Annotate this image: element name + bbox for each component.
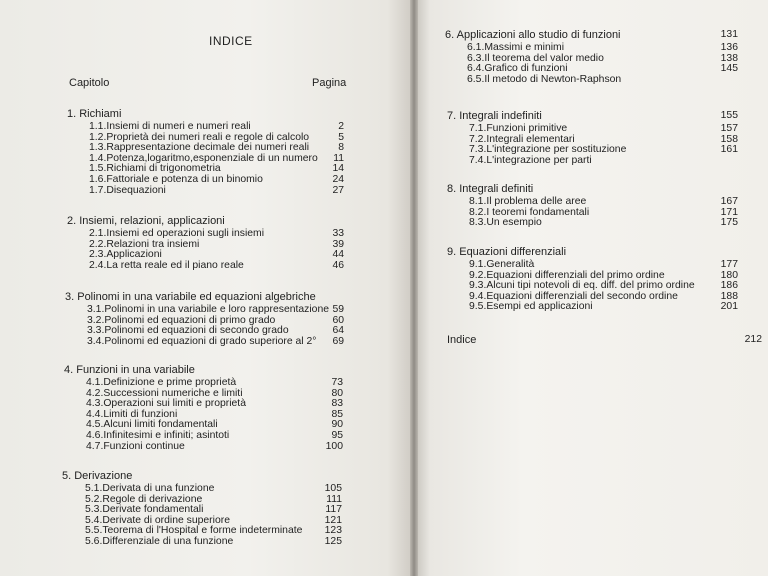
index-title: INDICE (209, 34, 253, 48)
toc-entry: 1.6.Fattoriale e potenza di un binomio 24 (89, 173, 344, 185)
chapter-2 (67, 215, 344, 271)
chapter-title: 9. Equazioni differenziali (447, 246, 567, 258)
toc-entry: 8.1.Il problema delle aree 167 (469, 196, 738, 207)
toc-entry: 7.3.L'integrazione per sostituzione 161 (469, 144, 738, 156)
chapter-1 (67, 108, 344, 196)
toc-entry: 3.3.Polinomi ed equazioni di secondo grado 64 (87, 325, 344, 337)
toc-entry: 2.3.Applicazioni 44 (89, 249, 344, 261)
toc-entry: 1.2.Proprietà dei numeri reali e regole di calcolo 5 (89, 131, 344, 143)
toc-entry: 5.6.Differenziale di una funzione 125 (85, 535, 342, 547)
toc-entry: 2.4.La retta reale ed il piano reale 46 (89, 259, 344, 271)
toc-entry: 8.2.I teoremi fondamentali 171 (469, 206, 738, 218)
chapter-title: 3. Polinomi in una variabile ed equazioni algebriche (65, 291, 316, 303)
toc-entry: 3.1.Polinomi in una variabile e loro rappresentazione 59 (87, 304, 344, 315)
toc-entry: 1.3.Rappresentazione decimale dei numeri reali 8 (89, 142, 344, 154)
toc-entry: 9.1.Generalità 177 (469, 259, 738, 270)
toc-entry: 6.5.Il metodo di Newton-Raphson (467, 73, 622, 85)
toc-entry: 6.1.Massimi e minimi 136 (467, 42, 738, 53)
toc-entry: 1.4.Potenza,logaritmo,esponenziale di un numero 11 (89, 152, 344, 164)
toc-entry: 3.4.Polinomi ed equazioni di grado superiore al 2° 69 (87, 335, 344, 347)
toc-entry: 4.3.Operazioni sui limiti e proprietà 83 (86, 398, 343, 410)
toc-entry: 1.1.Insiemi di numeri e numeri reali 2 (89, 121, 344, 132)
toc-entry: 4.7.Funzioni continue 100 (86, 440, 343, 452)
toc-entry: 5.3.Derivate fondamentali 117 (85, 504, 342, 516)
toc-entry: 9.3.Alcuni tipi notevoli di eq. diff. del primo ordine 186 (469, 280, 738, 292)
page-column-header: Pagina (312, 77, 347, 89)
index-line (447, 334, 762, 348)
chapter-6 (445, 29, 738, 85)
chapter-title: 7. Integrali indefiniti 155 (447, 110, 738, 122)
toc-entry: 6.4.Grafico di funzioni 145 (467, 63, 738, 75)
toc-entry: 4.5.Alcuni limiti fondamentali 90 (86, 419, 343, 431)
toc-entry: 2.1.Insiemi ed operazioni sugli insiemi 33 (89, 228, 344, 239)
chapter-title: 2. Insiemi, relazioni, applicazioni (67, 215, 225, 227)
book-gutter (410, 0, 418, 576)
toc-entry: 6.3.Il teorema del valor medio 138 (467, 52, 738, 64)
chapter-9 (447, 246, 738, 313)
chapter-3 (65, 291, 344, 347)
toc-entry: 5.2.Regole di derivazione 111 (85, 493, 342, 505)
toc-entry: 9.5.Esempi ed applicazioni 201 (469, 301, 738, 313)
toc-entry: 1.7.Disequazioni 27 (89, 184, 344, 196)
toc-entry: 3.2.Polinomi ed equazioni di primo grado 60 (87, 314, 344, 326)
chapter-column-header: Capitolo (69, 77, 110, 89)
chapter-4 (64, 364, 343, 452)
toc-entry: 4.1.Definizione e prime proprietà 73 (86, 377, 343, 388)
chapter-title: 1. Richiami (67, 108, 122, 120)
chapter-5 (62, 470, 342, 548)
chapter-8 (447, 183, 738, 229)
toc-entry: 2.2.Relazioni tra insiemi 39 (89, 238, 344, 250)
toc-entry: 7.4.L'integrazione per parti (469, 154, 592, 166)
toc-entry: 5.1.Derivata di una funzione 105 (85, 483, 342, 494)
toc-entry: 8.3.Un esempio 175 (469, 217, 738, 229)
index-label: Indice (447, 334, 477, 346)
chapter-title: 5. Derivazione (62, 470, 133, 482)
index-page: 212 (744, 334, 762, 345)
chapter-7 (447, 110, 738, 166)
toc-entry: 7.2.Integrali elementari 158 (469, 133, 738, 145)
toc-entry: 1.5.Richiami di trigonometria 14 (89, 163, 344, 175)
chapter-title: 8. Integrali definiti (447, 183, 534, 195)
toc-entry: 4.6.Infinitesimi e infiniti; asintoti 95 (86, 429, 343, 441)
toc-entry: 5.4.Derivate di ordine superiore 121 (85, 514, 342, 526)
toc-entry: 9.2.Equazioni differenziali del primo ordine 180 (469, 269, 738, 281)
chapter-title: 4. Funzioni in una variabile (64, 364, 195, 376)
toc-entry: 9.4.Equazioni differenziali del secondo ordine 188 (469, 290, 738, 302)
chapter-title: 6. Applicazioni allo studio di funzioni 131 (445, 29, 738, 41)
toc-entry: 4.4.Limiti di funzioni 85 (86, 408, 343, 420)
toc-entry: 5.5.Teorema di l'Hospital e forme indeterminate 123 (85, 525, 342, 537)
toc-entry: 4.2.Successioni numeriche e limiti 80 (86, 387, 343, 399)
toc-entry: 7.1.Funzioni primitive 157 (469, 123, 738, 134)
